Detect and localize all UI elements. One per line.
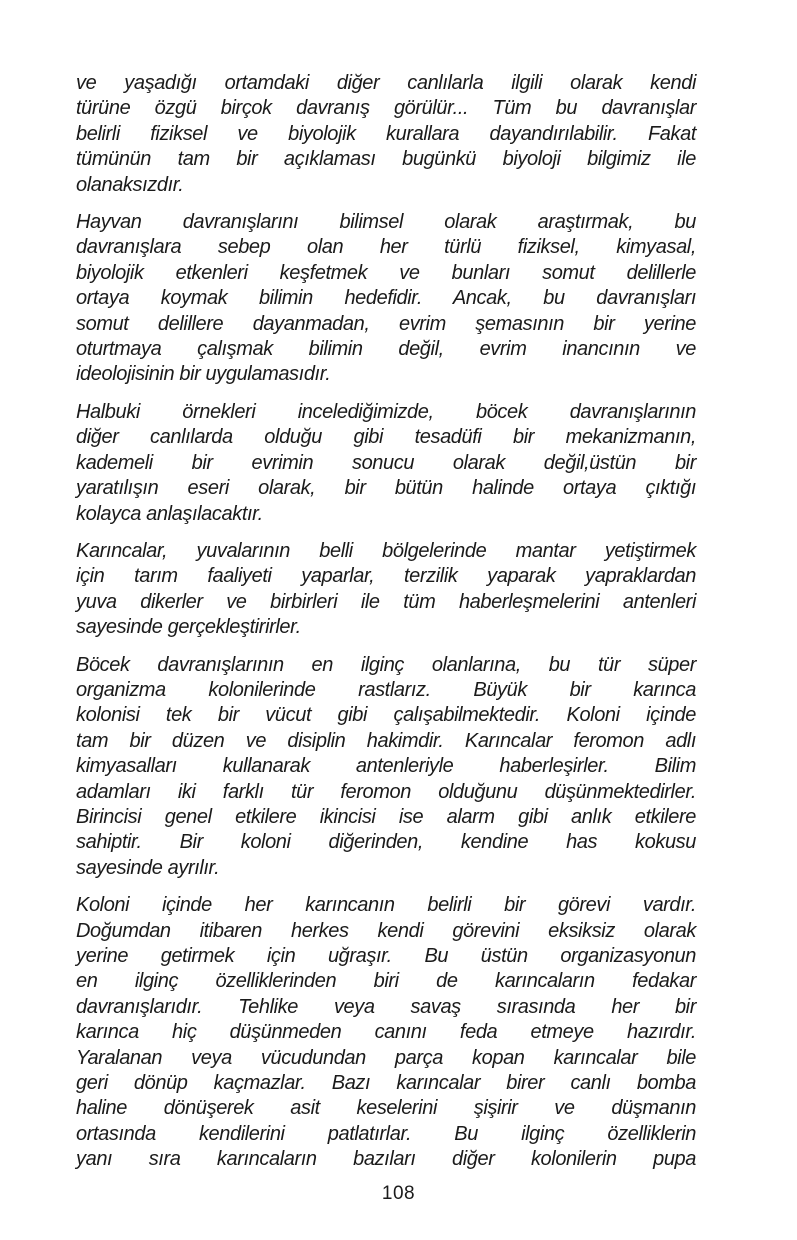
text-line: yuva dikerler ve birbirleri ile tüm haberleşmelerini antenleri bbox=[76, 590, 696, 613]
text-line: karınca hiç düşünmeden canını feda etmeye hazırdır. bbox=[76, 1021, 696, 1044]
text-line: tam bir düzen ve disiplin hakimdir. Karıncalar feromon adlı bbox=[76, 729, 696, 752]
text-line: tümünün tam bir açıklaması bugünkü biyoloji bilgimiz ile bbox=[76, 148, 696, 171]
text-line: davranışlara sebep olan her türlü fiziksel, kimyasal, bbox=[76, 236, 696, 259]
text-line: Koloni içinde her karıncanın belirli bir görevi vardır. bbox=[76, 894, 696, 917]
text-line: sayesinde ayrılır. bbox=[76, 856, 220, 879]
text-line: Hayvan davranışlarını bilimsel olarak araştırmak, bu bbox=[76, 211, 696, 234]
text-line: en ilginç özelliklerinden biri de karıncaların fedakar bbox=[76, 970, 696, 993]
text-line: haline dönüşerek asit keselerini şişirir ve düşmanın bbox=[76, 1097, 696, 1120]
text-line: Halbuki örnekleri incelediğimizde, böcek davranışlarının bbox=[76, 400, 696, 423]
text-line: organizma kolonilerinde rastlarız. Büyük bir karınca bbox=[76, 678, 696, 701]
text-line: ortasında kendilerini patlatırlar. Bu ilginç özelliklerin bbox=[76, 1122, 696, 1145]
text-line: Karıncalar, yuvalarının belli bölgelerinde mantar yetiştirmek bbox=[76, 539, 696, 562]
text-line: kademeli bir evrimin sonucu olarak değil,üstün bir bbox=[76, 451, 696, 474]
text-line: Böcek davranışlarının en ilginç olanlarına, bu tür süper bbox=[76, 653, 696, 676]
text-line: ortaya koymak bilimin hedefidir. Ancak, bu davranışları bbox=[76, 287, 696, 310]
text-line: geri dönüp kaçmazlar. Bazı karıncalar birer canlı bomba bbox=[76, 1072, 696, 1095]
text-line: somut delillere dayanmadan, evrim şemasının bir yerine bbox=[76, 312, 696, 335]
paragraph bbox=[76, 71, 696, 198]
text-line: kolayca anlaşılacaktır. bbox=[76, 502, 263, 525]
text-line: yaratılışın eseri olarak, bir bütün halinde ortaya çıktığı bbox=[76, 477, 696, 500]
text-line: sayesinde gerçekleştirirler. bbox=[76, 616, 301, 639]
text-line: ideolojisinin bir uygulamasıdır. bbox=[76, 363, 331, 386]
text-line: Yaralanan veya vücudundan parça kopan karıncalar bile bbox=[76, 1046, 696, 1069]
text-line: oturtmaya çalışmak bilimin değil, evrim inancının ve bbox=[76, 338, 696, 361]
text-line: yanı sıra karıncaların bazıları diğer kolonilerin pupa bbox=[76, 1148, 696, 1171]
paragraph bbox=[76, 210, 696, 388]
text-line: için tarım faaliyeti yaparlar, terzilik yaparak yapraklardan bbox=[76, 565, 696, 588]
text-line: Birincisi genel etkilere ikincisi ise alarm gibi anlık etkilere bbox=[76, 805, 696, 828]
text-line: kimyasalları kullanarak antenleriyle haberleşirler. Bilim bbox=[76, 755, 696, 778]
text-line: belirli fiziksel ve biyolojik kurallara dayandırılabilir. Fakat bbox=[76, 122, 696, 145]
text-line: sahiptir. Bir koloni diğerinden, kendine has kokusu bbox=[76, 831, 696, 854]
text-line: yerine getirmek için uğraşır. Bu üstün organizasyonun bbox=[76, 945, 696, 967]
text-line: olanaksızdır. bbox=[76, 173, 184, 196]
text-line: diğer canlılarda olduğu gibi tesadüfi bir mekanizmanın, bbox=[76, 426, 696, 449]
body-text bbox=[76, 71, 696, 1185]
text-line: biyolojik etkenleri keşfetmek ve bunları somut delillerle bbox=[76, 261, 696, 284]
text-line: ve yaşadığı ortamdaki diğer canlılarla ilgili olarak kendi bbox=[76, 72, 696, 94]
text-line: Doğumdan itibaren herkes kendi görevini eksiksiz olarak bbox=[76, 919, 696, 942]
paragraph bbox=[76, 400, 696, 527]
paragraph bbox=[76, 539, 696, 641]
paragraph bbox=[76, 653, 696, 882]
text-line: kolonisi tek bir vücut gibi çalışabilmektedir. Koloni içinde bbox=[76, 704, 696, 727]
text-line: türüne özgü birçok davranış görülür... Tüm bu davranışlar bbox=[76, 97, 696, 120]
paragraph bbox=[76, 893, 696, 1172]
text-line: adamları iki farklı tür feromon olduğunu düşünmektedirler. bbox=[76, 780, 696, 803]
page-number: 108 bbox=[381, 1183, 416, 1204]
text-line: davranışlarıdır. Tehlike veya savaş sırasında her bir bbox=[76, 995, 696, 1018]
